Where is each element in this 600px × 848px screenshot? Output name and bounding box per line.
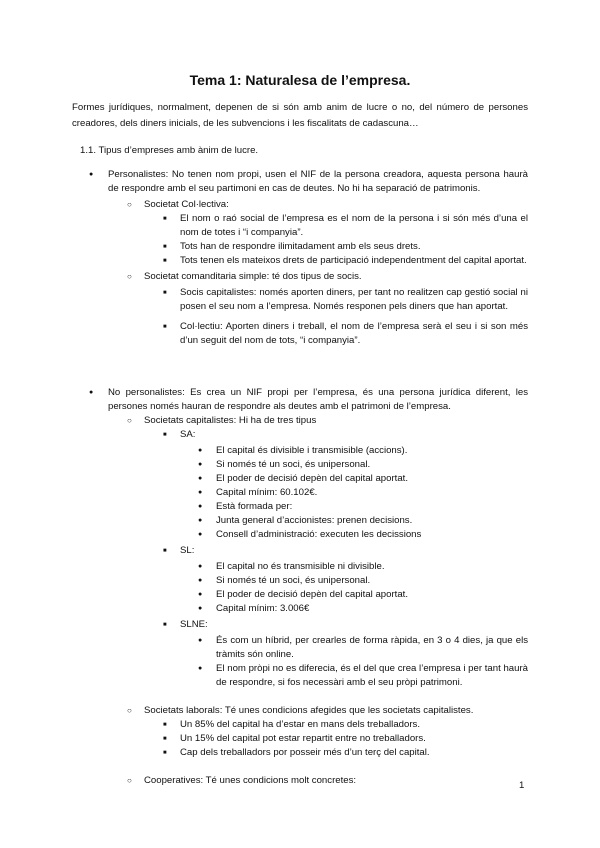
intro-paragraph: Formes jurídiques, normalment, depenen de si són amb anim de lucre o no, del número de persones creadores, dels diners inicials, de les subvencions i les fiscalitats de cadascuna… xyxy=(72,102,528,129)
bullet-disc-icon: ● xyxy=(198,637,203,644)
list-item xyxy=(163,286,528,314)
list-item xyxy=(89,168,528,196)
laborals-label: Societats laborals: Té unes condicions afegides que les societats capitalistes. xyxy=(144,705,474,716)
list-item xyxy=(198,588,528,602)
bullet-disc-icon: ● xyxy=(198,531,203,538)
list-item xyxy=(198,574,528,588)
list-item xyxy=(163,544,528,558)
list-item xyxy=(163,718,528,732)
bullet-disc-icon: ● xyxy=(198,489,203,496)
list-item xyxy=(198,602,528,616)
bullet-circle-icon: ○ xyxy=(127,706,132,715)
sa-item: Junta general d’accionistes: prenen decisions. xyxy=(216,515,413,526)
sl-item: Capital mínim: 3.006€ xyxy=(216,603,310,614)
slne-item: El nom pròpi no es diferecia, és el del que crea l’empresa i per tant haurà de respondre, si fos necessàri amb el seu pròpi patrimoni. xyxy=(216,663,528,688)
sa-item: Consell d’administració: executen les decissions xyxy=(216,529,422,540)
section-heading-1-1: 1.1. Tipus d’empreses amb ànim de lucre. xyxy=(80,145,259,156)
bullet-square-icon: ■ xyxy=(163,244,167,250)
sl-label: SL: xyxy=(180,545,195,556)
list-item xyxy=(163,428,528,442)
bullet-circle-icon: ○ xyxy=(127,416,132,425)
list-item xyxy=(163,240,528,254)
bullet-disc-icon: ● xyxy=(198,577,203,584)
list-item xyxy=(163,212,528,240)
list-item xyxy=(198,662,528,690)
list-item xyxy=(198,486,528,500)
sa-item: El poder de decisió depèn del capital aportat. xyxy=(216,473,409,484)
bullet-square-icon: ■ xyxy=(163,258,167,264)
sl-item: Si només té un soci, és unipersonal. xyxy=(216,575,371,586)
laborals-item: Un 85% del capital ha d’estar en mans dels treballadors. xyxy=(180,719,420,730)
list-item xyxy=(163,254,528,268)
collectiva-label: Societat Col·lectiva: xyxy=(144,199,229,210)
bullet-disc-icon: ● xyxy=(198,605,203,612)
list-item xyxy=(127,270,528,284)
bullet-disc-icon: ● xyxy=(198,517,203,524)
sa-item: Capital mínim: 60.102€. xyxy=(216,487,318,498)
bullet-circle-icon: ○ xyxy=(127,272,132,281)
list-item xyxy=(127,198,528,212)
bullet-disc-icon: ● xyxy=(198,475,203,482)
bullet-disc-icon: ● xyxy=(198,591,203,598)
slne-label: SLNE: xyxy=(180,619,208,630)
collectiva-item: Tots han de respondre ilimitadament amb els seus drets. xyxy=(180,241,421,252)
laborals-item: Cap dels treballadors por posseir més d’un terç del capital. xyxy=(180,747,430,758)
bullet-disc-icon: ● xyxy=(89,171,94,178)
comanditaria-label: Societat comanditaria simple: té dos tipus de socis. xyxy=(144,271,362,282)
collectiva-item: El nom o raó social de l’empresa es el nom de la persona i si són més d’una el nom de totes i “i companyia”. xyxy=(180,213,528,238)
bullet-square-icon: ■ xyxy=(163,722,167,728)
bullet-disc-icon: ● xyxy=(198,461,203,468)
bullet-disc-icon: ● xyxy=(198,503,203,510)
bullet-disc-icon: ● xyxy=(198,563,203,570)
list-item xyxy=(163,746,528,760)
sa-label: SA: xyxy=(180,429,196,440)
personalistes-text: Personalistes: No tenen nom propi, usen el NIF de la persona creadora, aquesta persona haurà de respondre amb el seu partimoni en cas de deutes. No hi ha separació de patrimonis. xyxy=(108,169,528,194)
page-number: 1 xyxy=(519,780,525,791)
bullet-disc-icon: ● xyxy=(89,389,94,396)
list-item xyxy=(127,414,528,428)
bullet-disc-icon: ● xyxy=(198,447,203,454)
list-item xyxy=(198,444,528,458)
bullet-square-icon: ■ xyxy=(163,290,167,296)
list-item xyxy=(198,514,528,528)
list-item xyxy=(163,320,528,348)
comanditaria-item: Socis capitalistes: només aporten diners, per tant no realitzen cap gestió social ni posen el seu nom a l’empresa. Només responen pels diners que han aportat. xyxy=(180,287,528,312)
list-item xyxy=(127,704,528,718)
list-item xyxy=(198,634,528,662)
sa-item: El capital és divisible i transmisible (accions). xyxy=(216,445,408,456)
bullet-circle-icon: ○ xyxy=(127,776,132,785)
list-item xyxy=(163,732,528,746)
list-item xyxy=(198,560,528,574)
list-item xyxy=(89,386,528,414)
list-item xyxy=(198,500,528,514)
list-item xyxy=(198,458,528,472)
bullet-square-icon: ■ xyxy=(163,750,167,756)
no-personalistes-block xyxy=(0,386,600,788)
sa-item: Està formada per: xyxy=(216,501,293,512)
sl-item: El capital no és transmisible ni divisible. xyxy=(216,561,385,572)
personalistes-block xyxy=(0,168,600,348)
capitalistes-label: Societats capitalistes: Hi ha de tres tipus xyxy=(144,415,317,426)
list-item xyxy=(198,528,528,542)
bullet-square-icon: ■ xyxy=(163,736,167,742)
collectiva-item: Tots tenen els mateixos drets de participació independentment del capital aportat. xyxy=(180,255,527,266)
sa-item: Si només té un soci, és unipersonal. xyxy=(216,459,371,470)
list-item xyxy=(163,618,528,632)
page-title: Tema 1: Naturalesa de l’empresa. xyxy=(189,72,411,88)
list-item xyxy=(127,774,528,788)
bullet-square-icon: ■ xyxy=(163,622,167,628)
list-item xyxy=(198,472,528,486)
bullet-square-icon: ■ xyxy=(163,216,167,222)
bullet-disc-icon: ● xyxy=(198,665,203,672)
slne-item: És com un híbrid, per crearles de forma ràpida, en 3 o 4 dies, ja que els tràmits són online. xyxy=(216,635,528,660)
bullet-circle-icon: ○ xyxy=(127,200,132,209)
bullet-square-icon: ■ xyxy=(163,324,167,330)
bullet-square-icon: ■ xyxy=(163,432,167,438)
bullet-square-icon: ■ xyxy=(163,548,167,554)
comanditaria-item: Col·lectiu: Aporten diners i treball, el nom de l’empresa serà el seu i si son més d’un seguit del nom de tots, “i companyia”. xyxy=(180,321,528,346)
no-personalistes-text: No personalistes: Es crea un NIF propi per l’empresa, és una persona jurídica diferent, les persones només hauran de respondre als deutes amb el patrimoni de l’empresa. xyxy=(108,387,528,412)
cooperatives-label: Cooperatives: Té unes condicions molt concretes: xyxy=(144,775,357,786)
laborals-item: Un 15% del capital pot estar repartit entre no treballadors. xyxy=(180,733,426,744)
sl-item: El poder de decisió depèn del capital aportat. xyxy=(216,589,409,600)
